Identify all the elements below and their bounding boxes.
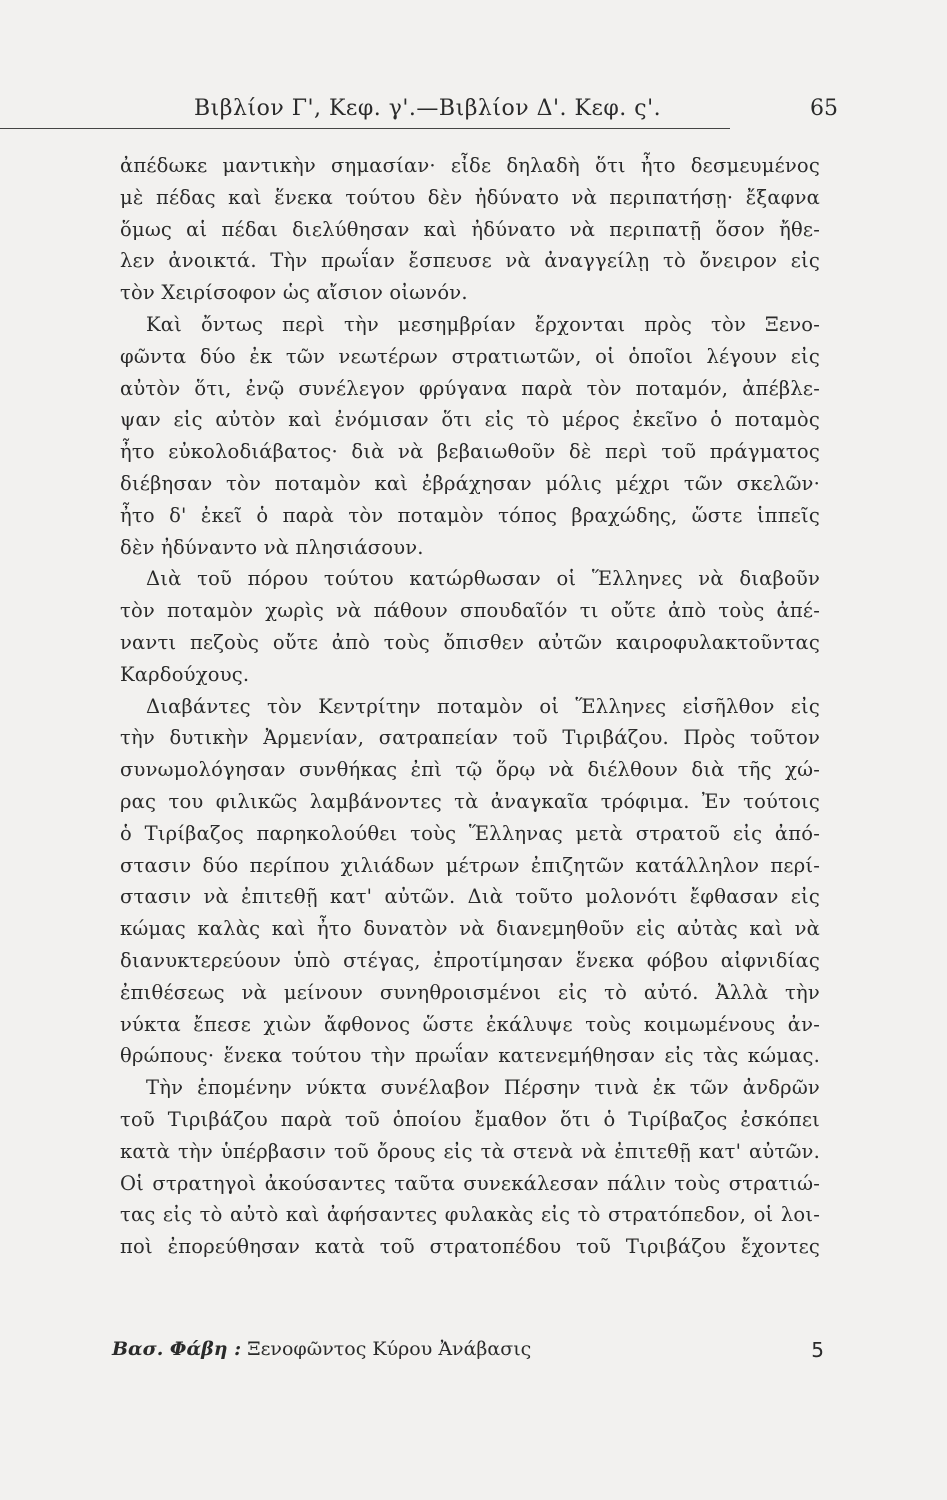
header-rule — [0, 128, 730, 129]
page-footer — [112, 1338, 824, 1368]
footer-book-title: Ξενοφῶντος Κύρου Ἀνάβασις — [247, 1338, 532, 1360]
text-line: κώμας καλὰς καὶ ἦτο δυνατὸν νὰ διανεμηθοῦν εἰς αὐτὰς καὶ νὰ — [120, 917, 820, 941]
text-line: λεν ἀνοικτά. Τὴν πρωΐαν ἔσπευσε νὰ ἀναγγείλῃ τὸ ὄνειρον εἰς — [120, 249, 820, 273]
text-line: τὸν ποταμὸν χωρὶς νὰ πάθουν σπουδαῖόν τι οὔτε ἀπὸ τοὺς ἀπέ- — [120, 599, 820, 623]
text-line: στασιν νὰ ἐπιτεθῇ κατ' αὐτῶν. Διὰ τοῦτο μολονότι ἔφθασαν εἰς — [120, 885, 820, 909]
text-line: τὴν δυτικὴν Ἀρμενίαν, σατραπείαν τοῦ Τιριβάζου. Πρὸς τοῦτον — [120, 726, 820, 750]
signature-mark: 5 — [811, 1338, 824, 1362]
text-line: θρώπους· ἕνεκα τούτου τὴν πρωΐαν κατενεμήθησαν εἰς τὰς κώμας. — [120, 1044, 820, 1068]
text-line: στασιν δύο περίπου χιλιάδων μέτρων ἐπιζητῶν κατάλληλον περί- — [120, 853, 820, 877]
text-line: μὲ πέδας καὶ ἕνεκα τούτου δὲν ἠδύνατο νὰ περιπατήσῃ· ἔξαφνα — [120, 185, 820, 209]
text-line: Καρδούχους. — [120, 662, 250, 686]
text-line: ἐπιθέσεως νὰ μείνουν συνηθροισμένοι εἰς τὸ αὐτό. Ἀλλὰ τὴν — [120, 980, 820, 1004]
page-number: 65 — [810, 96, 838, 121]
text-line: ναντι πεζοὺς οὔτε ἀπὸ τοὺς ὄπισθεν αὐτῶν καιροφυλακτοῦντας — [120, 630, 820, 654]
footer-publisher: Βασ. Φάβη : — [112, 1338, 242, 1360]
text-line: δὲν ἠδύναντο νὰ πλησιάσουν. — [120, 535, 424, 559]
body-text — [120, 150, 820, 1263]
text-line: νύκτα ἔπεσε χιὼν ἄφθονος ὥστε ἐκάλυψε τοὺς κοιμωμένους ἀν- — [120, 1012, 820, 1036]
text-line: Καὶ ὄντως περὶ τὴν μεσημβρίαν ἔρχονται πρὸς τὸν Ξενο- — [146, 312, 820, 336]
text-line: τας εἰς τὸ αὐτὸ καὶ ἀφήσαντες φυλακὰς εἰς τὸ στρατόπεδον, οἱ λοι- — [120, 1203, 820, 1227]
text-line: διανυκτερεύουν ὑπὸ στέγας, ἐπροτίμησαν ἕνεκα φόβου αἰφνιδίας — [120, 948, 820, 972]
text-line: φῶντα δύο ἐκ τῶν νεωτέρων στρατιωτῶν, οἱ ὁποῖοι λέγουν εἰς — [120, 344, 820, 368]
text-line: ἦτο εὐκολοδιάβατος· διὰ νὰ βεβαιωθοῦν δὲ περὶ τοῦ πράγματος — [120, 440, 820, 464]
footer-credit — [112, 1338, 531, 1360]
text-line: αὐτὸν ὅτι, ἐνῷ συνέλεγον φρύγανα παρὰ τὸν ποταμόν, ἀπέβλε- — [120, 376, 820, 400]
text-line: ρας του φιλικῶς λαμβάνοντες τὰ ἀναγκαῖα τρόφιμα. Ἐν τούτοις — [120, 789, 820, 813]
text-line: κατὰ τὴν ὑπέρβασιν τοῦ ὄρους εἰς τὰ στενὰ νὰ ἐπιτεθῇ κατ' αὐτῶν. — [120, 1139, 820, 1163]
page-header — [108, 96, 838, 132]
text-line: ψαν εἰς αὐτὸν καὶ ἐνόμισαν ὅτι εἰς τὸ μέρος ἐκεῖνο ὁ ποταμὸς — [120, 408, 820, 432]
text-line: ἀπέδωκε μαντικὴν σημασίαν· εἶδε δηλαδὴ ὅτι ἦτο δεσμευμένος — [120, 154, 820, 177]
text-line: Τὴν ἑπομένην νύκτα συνέλαβον Πέρσην τινὰ ἐκ τῶν ἀνδρῶν — [146, 1076, 820, 1100]
text-line: διέβησαν τὸν ποταμὸν καὶ ἐβράχησαν μόλις μέχρι τῶν σκελῶν· — [120, 471, 820, 495]
text-line: τοῦ Τιριβάζου παρὰ τοῦ ὁποίου ἔμαθον ὅτι ὁ Τιρίβαζος ἐσκόπει — [120, 1107, 820, 1131]
text-line: ποὶ ἐπορεύθησαν κατὰ τοῦ στρατοπέδου τοῦ Τιριβάζου ἔχοντες — [120, 1235, 820, 1259]
text-line: Οἱ στρατηγοὶ ἀκούσαντες ταῦτα συνεκάλεσαν πάλιν τοὺς στρατιώ- — [120, 1171, 820, 1195]
text-line: Διαβάντες τὸν Κεντρίτην ποταμὸν οἱ Ἕλληνες εἰσῆλθον εἰς — [146, 694, 820, 718]
text-line: ὁ Τιρίβαζος παρηκολούθει τοὺς Ἕλληνας μετὰ στρατοῦ εἰς ἀπό- — [120, 821, 820, 845]
running-head: Βιβλίον Γ', Κεφ. γ'.—Βιβλίον Δ'. Κεφ. ς'. — [194, 96, 662, 121]
text-line: συνωμολόγησαν συνθήκας ἐπὶ τῷ ὅρῳ νὰ διέλθουν διὰ τῆς χώ- — [120, 758, 820, 782]
text-line: ὅμως αἱ πέδαι διελύθησαν καὶ ἠδύνατο νὰ περιπατῇ ὅσον ἤθε- — [120, 217, 820, 241]
text-line: ἦτο δ' ἐκεῖ ὁ παρὰ τὸν ποταμὸν τόπος βραχώδης, ὥστε ἱππεῖς — [120, 503, 820, 527]
text-line: τὸν Χειρίσοφον ὡς αἴσιον οἰωνόν. — [120, 281, 468, 305]
text-line: Διὰ τοῦ πόρου τούτου κατώρθωσαν οἱ Ἕλληνες νὰ διαβοῦν — [146, 567, 820, 591]
